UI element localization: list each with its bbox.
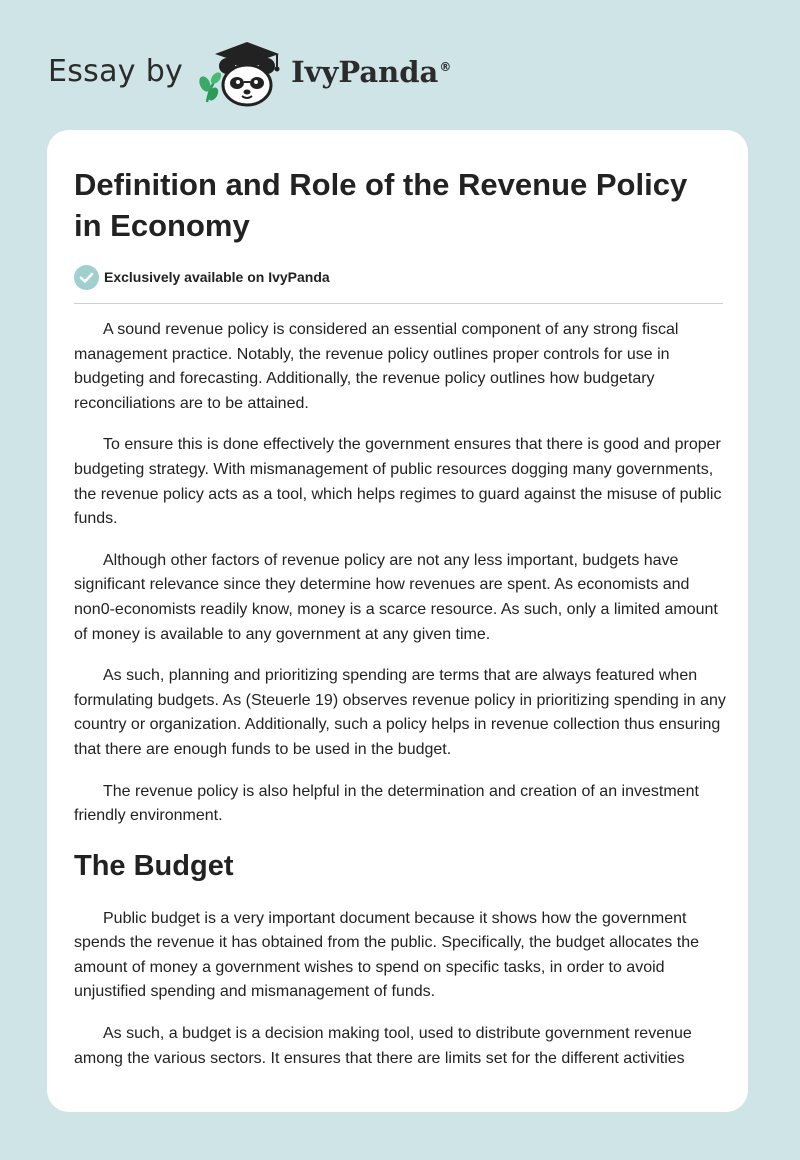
paragraph: To ensure this is done effectively the government ensures that there is good and proper budgeting strategy. With mismanagement of public resources dogging many governments, the revenue policy acts as a tool, which helps regimes to guard against the misuse of public funds. [74, 436, 722, 528]
paragraph: Although other factors of revenue policy are not any less important, budgets have significant relevance since they determine how revenues are spent. As economists and non0-economists readily know, money is a scarce resource. As such, only a limited amount of money is available to any government at any given time. [74, 551, 718, 643]
article-card [47, 130, 748, 1112]
check-circle-icon [74, 265, 99, 290]
paragraph: The revenue policy is also helpful in the determination and creation of an investment friendly environment. [74, 782, 699, 825]
article-body [74, 318, 729, 1088]
paragraph: As such, a budget is a decision making tool, used to distribute government revenue among the various sectors. It ensures that there are limits set for the different activities [74, 1025, 692, 1067]
paragraph: Public budget is a very important document because it shows how the government spends the revenue it has obtained from the public. Specifically, the budget allocates the amount of money a government wishes to spend on specific tasks, in order to avoid unjustified spending and mismanagement of funds. [74, 909, 699, 1001]
brand-prefix: Essay by [48, 53, 184, 89]
site-header-brand[interactable] [48, 38, 451, 108]
exclusive-label: Exclusively available on IvyPanda [104, 269, 330, 285]
registered-mark: ® [439, 60, 452, 75]
exclusive-badge [74, 264, 330, 290]
brand-name: IvyPanda® [291, 55, 452, 89]
paragraph: A sound revenue policy is considered an essential component of any strong fiscal management practice. Notably, the revenue policy outlines proper controls for use in budgeting and forecasting. Additionally, the revenue policy outlines how budgetary reconciliations are to be attained. [74, 321, 679, 412]
divider [74, 303, 723, 304]
panda-logo-icon [197, 38, 289, 108]
paragraph: As such, planning and prioritizing spending are terms that are always featured when formulating budgets. As (Steuerle 19) observes revenue policy in prioritizing spending in any country or organization. Additionally, such a policy helps in revenue collection thus ensuring that there are enough funds to be used in the budget. [74, 667, 726, 758]
article-title: Definition and Role of the Revenue Policy in Economy [74, 167, 688, 243]
section-heading: The Budget [74, 849, 234, 882]
